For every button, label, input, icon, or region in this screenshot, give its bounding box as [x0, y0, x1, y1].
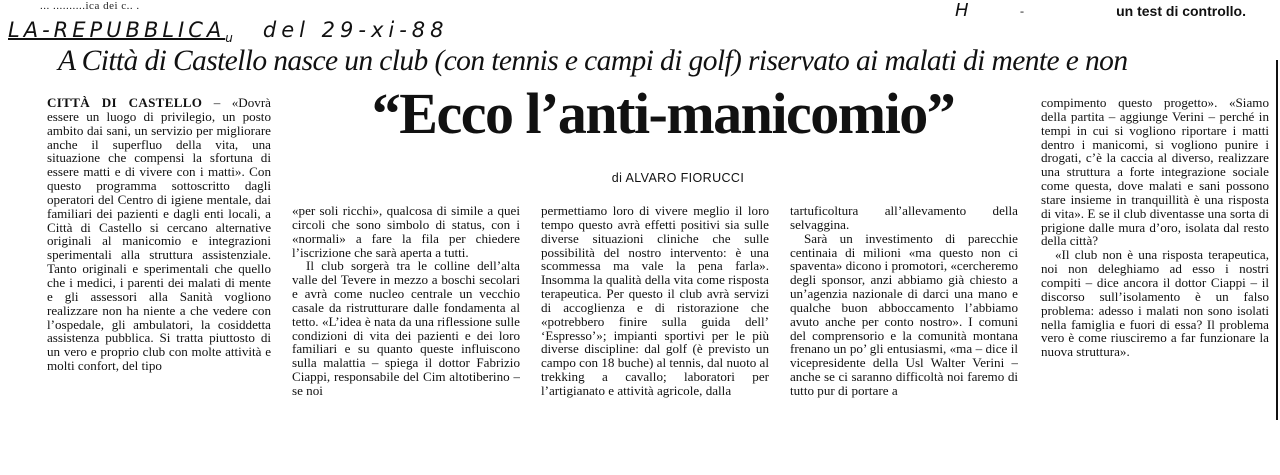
article-column-5 — [1041, 96, 1269, 472]
handwritten-source-note — [8, 18, 449, 45]
article-column-4 — [790, 204, 1018, 472]
article-headline: “Ecco l’anti-manicomio” — [371, 81, 955, 146]
column-paragraph: «Il club non è una risposta terapeutica, noi non deleghiamo ad esso i nostri compiti – dice ancora il dottor Ciappi – il discorso sull’isolamento è un falso problema: adesso i malati non sono isolati nella famiglia e fuori di essa? Il problema vero è come riusciremo a far funzionare la nuova struttura». — [1041, 247, 1269, 360]
handwritten-subscript: u — [225, 31, 237, 46]
clipped-top-right-text: un test di controllo. — [1116, 3, 1246, 19]
handwritten-date: del 29-xi-88 — [262, 18, 449, 42]
article-column-3 — [541, 204, 769, 472]
column-paragraph: compimento questo progetto». «Siamo della partita – aggiunge Verini – perché in tempi in cui si vogliono riportare i matti dentro i manicomi, si vogliono punire i drogati, c’è la caccia al diverso, realizzare una struttura a forte integrazione sociale come questa, dove malati e sani possono stare insieme in tranquillità è una risposta di vita». E se il club diventasse una sorta di prigione dalle mura d’oro, isolata dal resto della città? — [1041, 96, 1269, 249]
handwritten-newspaper-name: LA-REPUBBLICA — [8, 18, 226, 42]
column-paragraph: permettiamo loro di vivere meglio il loro tempo questo avrà effetti positivi sia sulle diverse situazioni cliniche che sulle possibilità del nostro intervento: è una scommessa ma vale la pena farla». Insomma la qualità della vita come risposta terapeutica. Per questo il club avrà servizi di accoglienza e di ristorazione che «potrebbero finire sulla guida dell’ ‘Espresso’»; impianti sportivi per le più diverse discipline: dal golf (è previsto un campo con 18 buche) al tennis, dal nuoto al trekking a cavallo; laboratori per l’artigianato e attività agricole, dalla — [541, 204, 769, 398]
article-dateline: CITTÀ DI CASTELLO — [47, 96, 203, 110]
article-column-2 — [292, 204, 520, 472]
article-kicker: A Città di Castello nasce un club (con tennis e campi di golf) riservato ai malati di mente e non — [58, 45, 1128, 77]
clipped-dash: - — [1020, 4, 1024, 18]
paragraph-text: – «Dovrà essere un luogo di privilegio, un posto ambito dai sani, un servizio per migliorare anche il superfluo della vita, una situazione che compensi la sfortuna di essere matti e di vivere con i matti». Con questo programma sottoscritto dagli operatori del Centro di igiene mentale, dai familiari dei pazienti e dagli enti locali, a Città di Castello si cercano alternative originali al manicomio e integrazioni sperimentali alla struttura assistenziale. Tanto originali e sperimentali che quello che i medici, i parenti dei malati di mente e gli assessori alla Sanità vogliono realizzare non ha niente a che vedere con l’ospedale, gli ambulatori, la cosiddetta assistenza pubblica. Si tratta piuttosto di un vero e proprio club con molte attività e molti confort, del tipo — [47, 96, 271, 374]
column-paragraph: tartuficoltura all’allevamento della selvaggina. — [790, 204, 1018, 232]
article-column-1 — [47, 96, 271, 472]
column-paragraph: «per soli ricchi», qualcosa di simile a quei circoli che sono simbolo di status, con i «normali» a fare la fila per chiedere l’iscrizione che sarà aperta a tutti. — [292, 204, 520, 260]
article-byline: di ALVARO FIORUCCI — [611, 171, 745, 185]
column-paragraph — [47, 96, 271, 373]
clipping-edge-rule — [1276, 60, 1278, 420]
handwritten-mark: H — [955, 0, 969, 21]
column-paragraph: Sarà un investimento di parecchie centinaia di milioni «ma questo non ci spaventa» dicono i promotori, «cercheremo degli sponsor, anzi abbiamo già chiesto a un’agenzia nazionale di darci una mano e qualche buon abboccamento l’abbiamo avuto anche per conto nostro». I comuni del comprensorio e la comunità montana frenano un po’ gli entusiasmi, «ma – dice il vicepresidente della Usl Walter Verini – anche se ci saranno difficoltà noi faremo di tutto pur di portare a — [790, 230, 1018, 398]
clipped-text-fragment: ... ..........ica dei c.. . — [40, 0, 140, 12]
column-paragraph: Il club sorgerà tra le colline dell’alta valle del Tevere in mezzo a boschi secolari e avrà come nucleo centrale un vecchio casale da ristrutturare dalle fondamenta al tetto. «L’idea è nata da una riflessione sulle condizioni di vita dei pazienti e dei loro familiari e su quanto queste influiscono sulla malattia – spiega il dottor Fabrizio Ciappi, responsabile del Cim altotiberino – se noi — [292, 258, 520, 398]
